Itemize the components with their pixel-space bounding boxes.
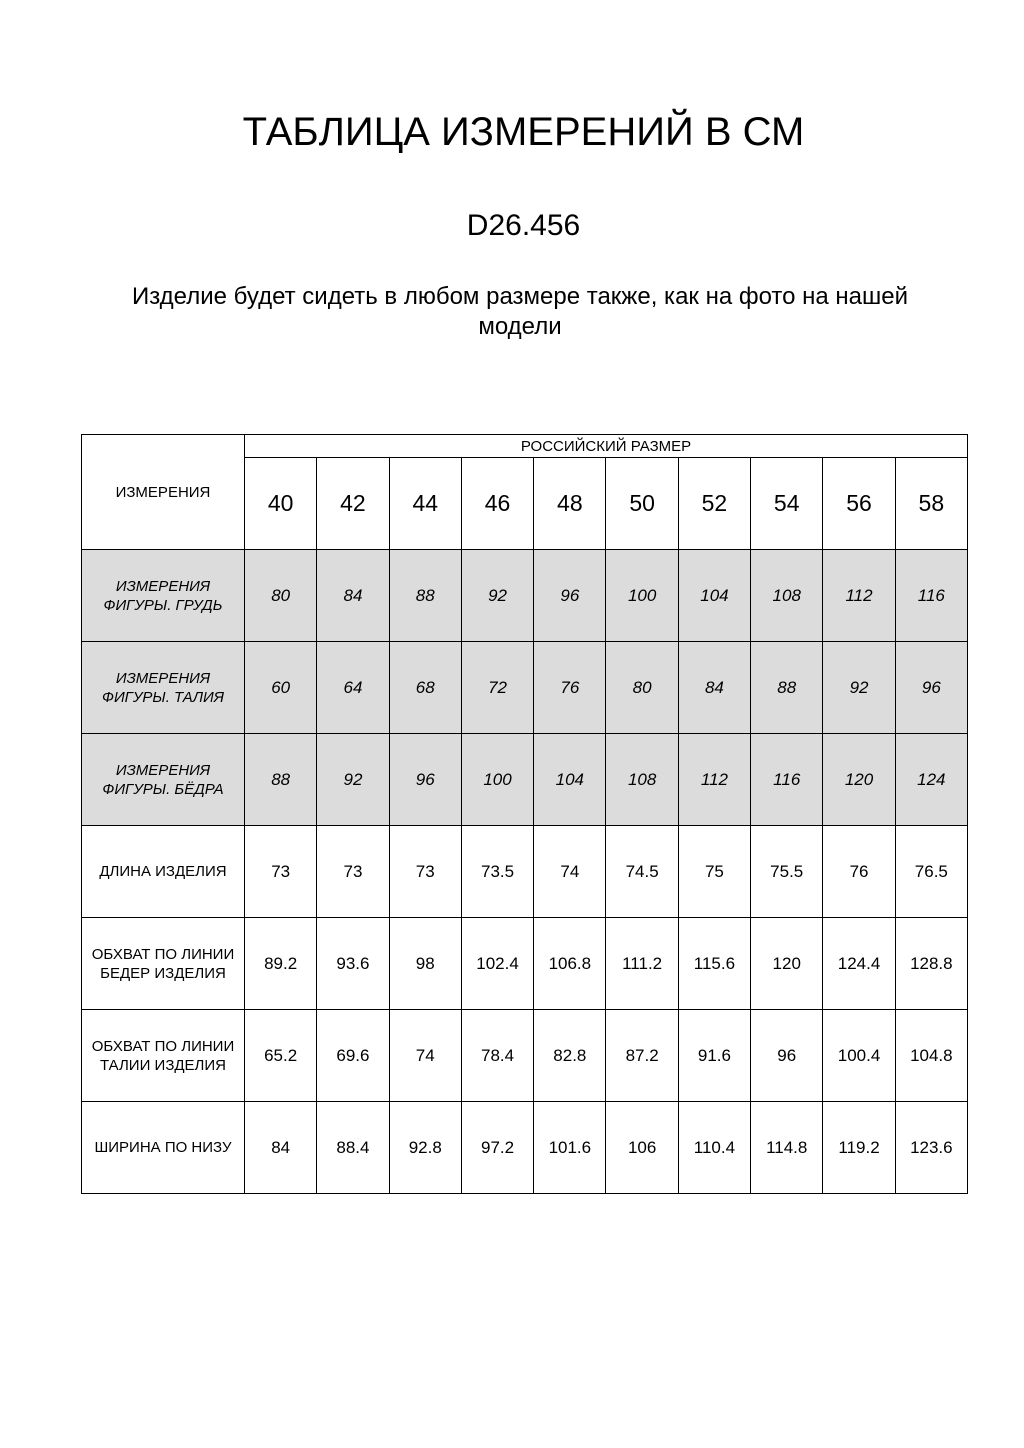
table-body [82,550,968,1194]
table-row [82,734,968,826]
table-cell: 92.8 [389,1102,461,1194]
row-label: ДЛИНА ИЗДЕЛИЯ [82,826,245,918]
row-label: ИЗМЕРЕНИЯ ФИГУРЫ. БЁДРА [82,734,245,826]
table-cell: 84 [678,642,750,734]
table-row [82,550,968,642]
size-header-cell: 44 [389,458,461,550]
table-cell: 119.2 [823,1102,895,1194]
table-cell: 88 [389,550,461,642]
table-row [82,642,968,734]
table-cell: 73 [245,826,317,918]
table-cell: 111.2 [606,918,678,1010]
fit-note: Изделие будет сидеть в любом размере также, как на фото на нашей модели [131,283,909,340]
table-cell: 74 [534,826,606,918]
table-cell: 104 [678,550,750,642]
product-code: D26.456 [466,209,581,242]
table-cell: 108 [751,550,823,642]
table-cell: 104 [534,734,606,826]
table-cell: 80 [606,642,678,734]
table-cell: 76 [823,826,895,918]
row-label: ШИРИНА ПО НИЗУ [82,1102,245,1194]
table-row [82,1010,968,1102]
table-cell: 75.5 [751,826,823,918]
size-table [81,434,968,1194]
table-cell: 106 [606,1102,678,1194]
table-header-row [82,435,968,458]
table-cell: 87.2 [606,1010,678,1102]
table-cell: 73 [317,826,389,918]
size-header-cell: 56 [823,458,895,550]
table-cell: 60 [245,642,317,734]
row-label: ОБХВАТ ПО ЛИНИИ ТАЛИИ ИЗДЕЛИЯ [82,1010,245,1102]
table-cell: 65.2 [245,1010,317,1102]
size-header-cell: 48 [534,458,606,550]
table-cell: 115.6 [678,918,750,1010]
table-cell: 96 [751,1010,823,1102]
table-cell: 92 [461,550,533,642]
table-cell: 120 [751,918,823,1010]
row-label: ИЗМЕРЕНИЯ ФИГУРЫ. ГРУДЬ [82,550,245,642]
table-cell: 76.5 [895,826,967,918]
table-cell: 96 [534,550,606,642]
table-row [82,826,968,918]
table-cell: 116 [751,734,823,826]
page-title: ТАБЛИЦА ИЗМЕРЕНИЙ В СМ [242,110,805,154]
table-cell: 101.6 [534,1102,606,1194]
table-cell: 82.8 [534,1010,606,1102]
table-cell: 108 [606,734,678,826]
table-cell: 92 [823,642,895,734]
size-header-cell: 50 [606,458,678,550]
table-cell: 96 [895,642,967,734]
table-cell: 78.4 [461,1010,533,1102]
table-cell: 74.5 [606,826,678,918]
table-cell: 98 [389,918,461,1010]
table-cell: 91.6 [678,1010,750,1102]
size-header-cell: 52 [678,458,750,550]
russian-size-header: РОССИЙСКИЙ РАЗМЕР [245,435,968,458]
table-cell: 124 [895,734,967,826]
table-cell: 64 [317,642,389,734]
size-header-cell: 46 [461,458,533,550]
table-cell: 69.6 [317,1010,389,1102]
table-cell: 104.8 [895,1010,967,1102]
table-cell: 84 [245,1102,317,1194]
table-cell: 97.2 [461,1102,533,1194]
table-cell: 73.5 [461,826,533,918]
table-cell: 96 [389,734,461,826]
table-cell: 100 [606,550,678,642]
size-header-cell: 58 [895,458,967,550]
table-cell: 114.8 [751,1102,823,1194]
table-cell: 128.8 [895,918,967,1010]
table-cell: 73 [389,826,461,918]
table-cell: 102.4 [461,918,533,1010]
size-header-cell: 54 [751,458,823,550]
table-cell: 88.4 [317,1102,389,1194]
table-cell: 124.4 [823,918,895,1010]
row-label: ИЗМЕРЕНИЯ ФИГУРЫ. ТАЛИЯ [82,642,245,734]
table-cell: 76 [534,642,606,734]
table-cell: 93.6 [317,918,389,1010]
table-cell: 100 [461,734,533,826]
table-cell: 75 [678,826,750,918]
table-cell: 112 [678,734,750,826]
size-header-cell: 42 [317,458,389,550]
table-cell: 110.4 [678,1102,750,1194]
table-cell: 84 [317,550,389,642]
table-cell: 68 [389,642,461,734]
table-cell: 88 [245,734,317,826]
table-row [82,918,968,1010]
table-cell: 116 [895,550,967,642]
table-cell: 72 [461,642,533,734]
table-cell: 88 [751,642,823,734]
row-label: ОБХВАТ ПО ЛИНИИ БЕДЕР ИЗДЕЛИЯ [82,918,245,1010]
table-cell: 74 [389,1010,461,1102]
table-row [82,1102,968,1194]
table-cell: 89.2 [245,918,317,1010]
size-header-cell: 40 [245,458,317,550]
table-cell: 120 [823,734,895,826]
corner-header: ИЗМЕРЕНИЯ [82,435,245,550]
table-cell: 92 [317,734,389,826]
table-cell: 80 [245,550,317,642]
table-cell: 106.8 [534,918,606,1010]
table-cell: 112 [823,550,895,642]
table-cell: 123.6 [895,1102,967,1194]
table-cell: 100.4 [823,1010,895,1102]
